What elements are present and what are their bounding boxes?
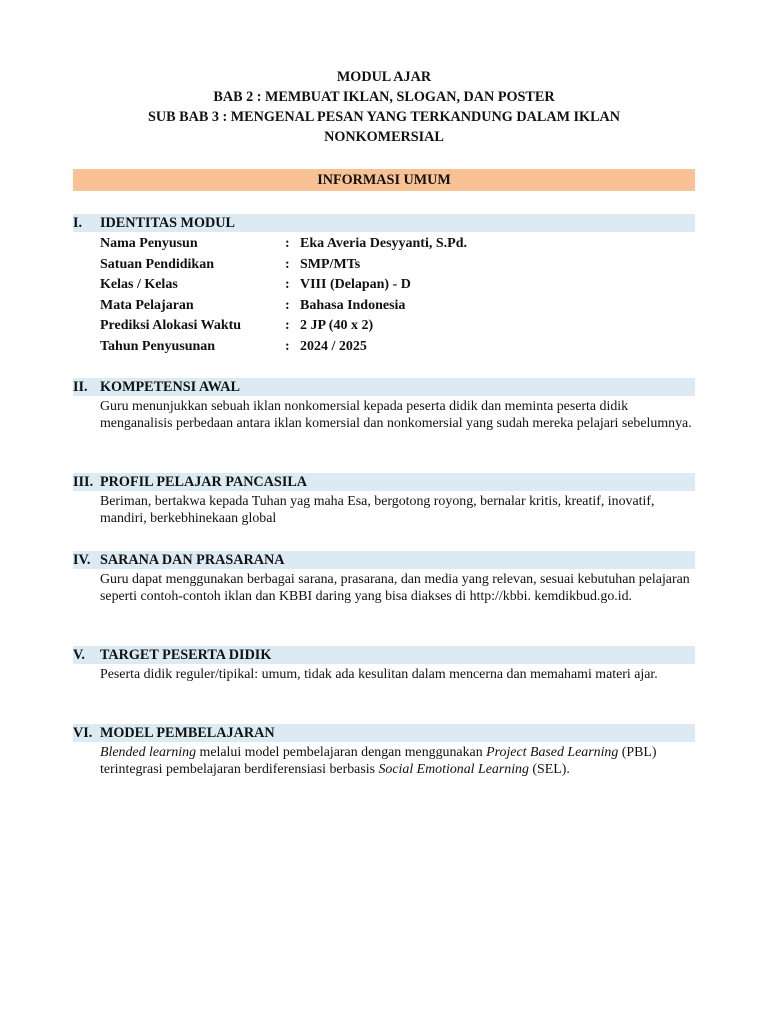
identity-row: [100, 275, 695, 296]
identity-colon: :: [285, 256, 290, 272]
identity-label: Mata Pelajaran: [100, 297, 194, 313]
blended-learning-term: Blended learning: [100, 745, 197, 760]
section-header: [73, 378, 695, 396]
document-title: [73, 67, 695, 147]
section-title: PROFIL PELAJAR PANCASILA: [100, 474, 308, 490]
section-number: III.: [73, 474, 94, 490]
section-header: [73, 473, 695, 491]
identity-row: [100, 316, 695, 337]
identity-label: Nama Penyusun: [100, 236, 198, 251]
section-kompetensi-awal: [73, 378, 695, 432]
identity-label: Kelas / Kelas: [100, 277, 178, 293]
identity-value: Bahasa Indonesia: [300, 297, 406, 313]
identity-row: [100, 234, 695, 255]
section-number: I.: [73, 215, 83, 231]
identity-value: VIII (Delapan) - D: [300, 277, 411, 293]
section-number: V.: [73, 647, 85, 663]
identity-label: Satuan Pendidikan: [100, 256, 214, 272]
section-body: [100, 744, 695, 778]
identity-value: SMP/MTs: [300, 256, 361, 272]
identity-table: [100, 234, 695, 358]
identity-label: Prediksi Alokasi Waktu: [100, 318, 242, 334]
section-header: [73, 551, 695, 569]
section-model-pembelajaran: [73, 724, 695, 778]
identity-colon: :: [285, 236, 290, 251]
section-profil-pelajar-pancasila: [73, 473, 695, 527]
section-title: KOMPETENSI AWAL: [100, 379, 240, 395]
section-title: TARGET PESERTA DIDIK: [100, 647, 272, 663]
identity-row: [100, 296, 695, 317]
identity-value: Eka Averia Desyyanti, S.Pd.: [300, 236, 467, 251]
section-body: Guru dapat menggunakan berbagai sarana, prasarana, dan media yang relevan, sesuai kebutuhan pelajaran seperti contoh-contoh iklan dan KBBI daring yang bisa diakses di http://kbbi. kemdikbud.go.id.: [100, 572, 690, 604]
identity-value: 2024 / 2025: [300, 338, 367, 354]
section-header: [73, 214, 695, 232]
identity-colon: :: [285, 338, 290, 354]
identity-colon: :: [285, 277, 290, 293]
identity-value: 2 JP (40 x 2): [300, 318, 374, 334]
section-number: VI.: [73, 725, 93, 741]
identity-label: Tahun Penyusunan: [100, 338, 216, 354]
section-number: IV.: [73, 552, 91, 568]
section-sarana-prasarana: [73, 551, 695, 605]
section-title: SARANA DAN PRASARANA: [100, 552, 285, 568]
body-text: melalui model pembelajaran dengan menggunakan: [196, 745, 487, 760]
section-title: IDENTITAS MODUL: [100, 215, 235, 231]
title-modul-ajar: MODUL AJAR: [336, 69, 432, 85]
body-text: (SEL).: [528, 762, 570, 777]
section-target-peserta-didik: [73, 646, 695, 683]
pbl-term: Project Based Learning: [486, 745, 619, 760]
title-sub-bab: SUB BAB 3 : MENGENAL PESAN YANG TERKANDUNG DALAM IKLAN NONKOMERSIAL: [147, 109, 621, 145]
section-number: II.: [73, 379, 88, 395]
section-title: MODEL PEMBELAJARAN: [100, 725, 275, 741]
identity-row: [100, 337, 695, 358]
section-header: [73, 646, 695, 664]
identity-row: [100, 255, 695, 276]
sel-term: Social Emotional Learning: [378, 762, 529, 777]
informasi-umum-banner: INFORMASI UMUM: [73, 169, 695, 191]
identity-colon: :: [285, 318, 290, 334]
section-body: Guru menunjukkan sebuah iklan nonkomersial kepada peserta didik dan meminta peserta didik menganalisis perbedaan antara iklan komersial dan nonkomersial yang sudah mereka pelajari sebelumnya.: [100, 399, 692, 431]
title-bab: BAB 2 : MEMBUAT IKLAN, SLOGAN, DAN POSTER: [213, 89, 555, 105]
section-body: Beriman, bertakwa kepada Tuhan yag maha Esa, bergotong royong, bernalar kritis, kreatif, inovatif, mandiri, berkebhinekaan global: [100, 494, 655, 526]
body-text: (PBL) terintegrasi pembelajaran berdiferensiasi berbasis: [100, 745, 657, 777]
section-body: Peserta didik reguler/tipikal: umum, tidak ada kesulitan dalam mencerna dan memahami materi ajar.: [100, 667, 658, 682]
section-header: [73, 724, 695, 742]
section-identitas-modul: [73, 214, 695, 358]
identity-colon: :: [285, 297, 290, 313]
